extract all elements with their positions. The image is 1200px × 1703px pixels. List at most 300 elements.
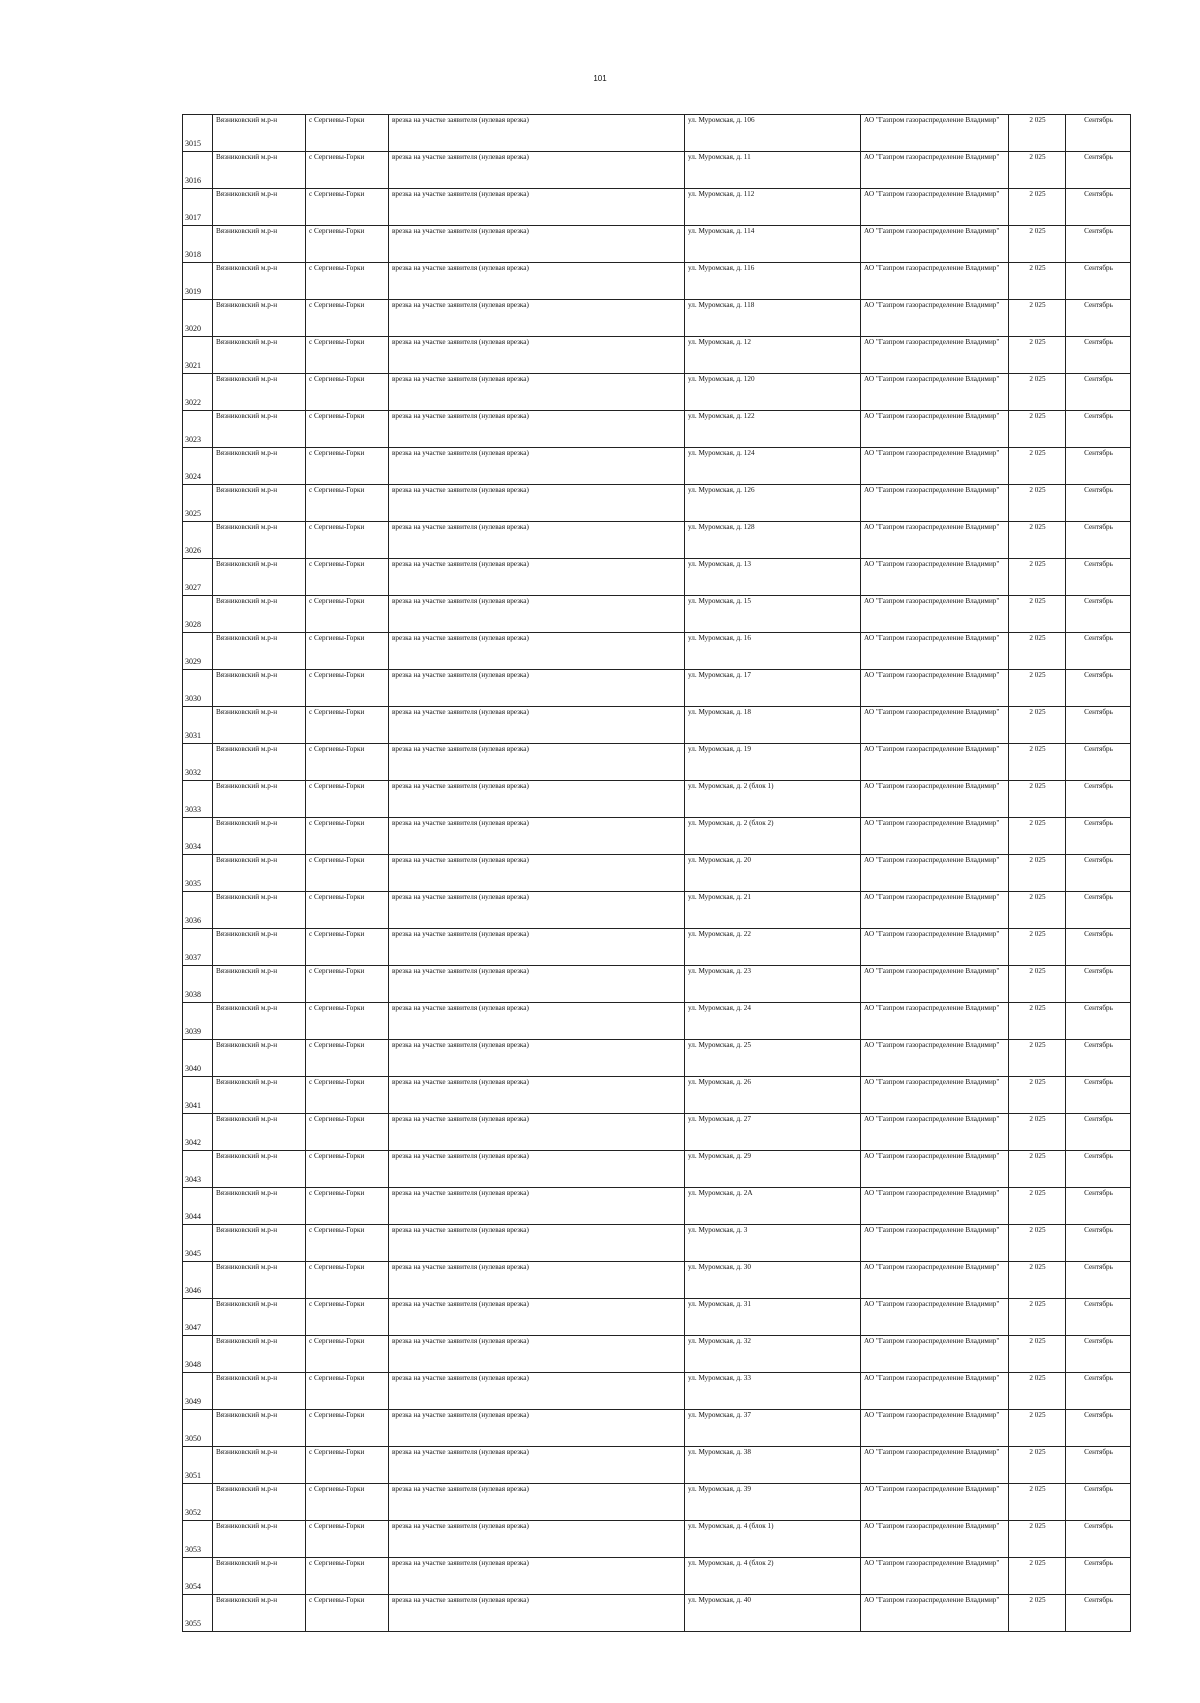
year-cell: 2 025 [1009, 1447, 1066, 1484]
settlement-cell: с Сергиевы-Горки [306, 1040, 389, 1077]
district-cell: Вязниковский м.р-н [213, 1262, 306, 1299]
address-cell: ул. Муромская, д. 4 (блок 2) [685, 1558, 861, 1595]
settlement-cell: с Сергиевы-Горки [306, 855, 389, 892]
settlement-cell: с Сергиевы-Горки [306, 448, 389, 485]
organization-cell: АО "Газпром газораспределение Владимир" [861, 1114, 1009, 1151]
address-cell: ул. Муромская, д. 2 (блок 1) [685, 781, 861, 818]
district-cell: Вязниковский м.р-н [213, 300, 306, 337]
settlement-cell: с Сергиевы-Горки [306, 1188, 389, 1225]
organization-cell: АО "Газпром газораспределение Владимир" [861, 300, 1009, 337]
settlement-cell: с Сергиевы-Горки [306, 263, 389, 300]
work-type-cell: врезка на участке заявителя (нулевая врезка) [389, 485, 685, 522]
table-row [183, 1336, 1131, 1373]
settlement-cell: с Сергиевы-Горки [306, 818, 389, 855]
address-cell: ул. Муромская, д. 118 [685, 300, 861, 337]
address-cell: ул. Муромская, д. 32 [685, 1336, 861, 1373]
year-cell: 2 025 [1009, 1003, 1066, 1040]
row-number: 3015 [183, 115, 213, 152]
address-cell: ул. Муромская, д. 112 [685, 189, 861, 226]
settlement-cell: с Сергиевы-Горки [306, 1484, 389, 1521]
gasification-schedule-table [182, 114, 1131, 1632]
district-cell: Вязниковский м.р-н [213, 929, 306, 966]
address-cell: ул. Муромская, д. 116 [685, 263, 861, 300]
row-number: 3042 [183, 1114, 213, 1151]
table-row [183, 1484, 1131, 1521]
year-cell: 2 025 [1009, 1410, 1066, 1447]
settlement-cell: с Сергиевы-Горки [306, 152, 389, 189]
address-cell: ул. Муромская, д. 124 [685, 448, 861, 485]
organization-cell: АО "Газпром газораспределение Владимир" [861, 448, 1009, 485]
month-cell: Сентябрь [1066, 263, 1131, 300]
year-cell: 2 025 [1009, 522, 1066, 559]
year-cell: 2 025 [1009, 485, 1066, 522]
district-cell: Вязниковский м.р-н [213, 892, 306, 929]
organization-cell: АО "Газпром газораспределение Владимир" [861, 1188, 1009, 1225]
organization-cell: АО "Газпром газораспределение Владимир" [861, 781, 1009, 818]
organization-cell: АО "Газпром газораспределение Владимир" [861, 374, 1009, 411]
month-cell: Сентябрь [1066, 226, 1131, 263]
district-cell: Вязниковский м.р-н [213, 226, 306, 263]
month-cell: Сентябрь [1066, 1595, 1131, 1632]
organization-cell: АО "Газпром газораспределение Владимир" [861, 1447, 1009, 1484]
table-row [183, 1114, 1131, 1151]
row-number: 3037 [183, 929, 213, 966]
row-number: 3019 [183, 263, 213, 300]
row-number: 3038 [183, 966, 213, 1003]
month-cell: Сентябрь [1066, 818, 1131, 855]
table-row [183, 559, 1131, 596]
work-type-cell: врезка на участке заявителя (нулевая врезка) [389, 744, 685, 781]
district-cell: Вязниковский м.р-н [213, 1336, 306, 1373]
year-cell: 2 025 [1009, 596, 1066, 633]
year-cell: 2 025 [1009, 781, 1066, 818]
work-type-cell: врезка на участке заявителя (нулевая врезка) [389, 1114, 685, 1151]
district-cell: Вязниковский м.р-н [213, 1410, 306, 1447]
address-cell: ул. Муромская, д. 15 [685, 596, 861, 633]
address-cell: ул. Муромская, д. 20 [685, 855, 861, 892]
table-row [183, 1077, 1131, 1114]
settlement-cell: с Сергиевы-Горки [306, 337, 389, 374]
district-cell: Вязниковский м.р-н [213, 1077, 306, 1114]
year-cell: 2 025 [1009, 1114, 1066, 1151]
table-row [183, 226, 1131, 263]
year-cell: 2 025 [1009, 1595, 1066, 1632]
month-cell: Сентябрь [1066, 670, 1131, 707]
year-cell: 2 025 [1009, 1225, 1066, 1262]
month-cell: Сентябрь [1066, 1114, 1131, 1151]
settlement-cell: с Сергиевы-Горки [306, 1373, 389, 1410]
organization-cell: АО "Газпром газораспределение Владимир" [861, 1151, 1009, 1188]
organization-cell: АО "Газпром газораспределение Владимир" [861, 1077, 1009, 1114]
year-cell: 2 025 [1009, 1336, 1066, 1373]
settlement-cell: с Сергиевы-Горки [306, 226, 389, 263]
month-cell: Сентябрь [1066, 115, 1131, 152]
table-row [183, 152, 1131, 189]
settlement-cell: с Сергиевы-Горки [306, 744, 389, 781]
address-cell: ул. Муромская, д. 12 [685, 337, 861, 374]
work-type-cell: врезка на участке заявителя (нулевая врезка) [389, 1040, 685, 1077]
row-number: 3055 [183, 1595, 213, 1632]
table-row [183, 485, 1131, 522]
work-type-cell: врезка на участке заявителя (нулевая врезка) [389, 670, 685, 707]
settlement-cell: с Сергиевы-Горки [306, 411, 389, 448]
organization-cell: АО "Газпром газораспределение Владимир" [861, 966, 1009, 1003]
settlement-cell: с Сергиевы-Горки [306, 300, 389, 337]
month-cell: Сентябрь [1066, 1262, 1131, 1299]
table-row [183, 892, 1131, 929]
work-type-cell: врезка на участке заявителя (нулевая врезка) [389, 1410, 685, 1447]
work-type-cell: врезка на участке заявителя (нулевая врезка) [389, 300, 685, 337]
row-number: 3045 [183, 1225, 213, 1262]
page-number: 101 [593, 74, 607, 83]
district-cell: Вязниковский м.р-н [213, 189, 306, 226]
organization-cell: АО "Газпром газораспределение Владимир" [861, 1003, 1009, 1040]
table-row [183, 855, 1131, 892]
address-cell: ул. Муромская, д. 26 [685, 1077, 861, 1114]
district-cell: Вязниковский м.р-н [213, 1299, 306, 1336]
work-type-cell: врезка на участке заявителя (нулевая врезка) [389, 1595, 685, 1632]
year-cell: 2 025 [1009, 1188, 1066, 1225]
work-type-cell: врезка на участке заявителя (нулевая врезка) [389, 152, 685, 189]
organization-cell: АО "Газпром газораспределение Владимир" [861, 818, 1009, 855]
year-cell: 2 025 [1009, 707, 1066, 744]
row-number: 3032 [183, 744, 213, 781]
table-row [183, 1558, 1131, 1595]
address-cell: ул. Муромская, д. 38 [685, 1447, 861, 1484]
district-cell: Вязниковский м.р-н [213, 670, 306, 707]
district-cell: Вязниковский м.р-н [213, 337, 306, 374]
table-row [183, 1595, 1131, 1632]
table-row [183, 781, 1131, 818]
row-number: 3035 [183, 855, 213, 892]
address-cell: ул. Муромская, д. 2 (блок 2) [685, 818, 861, 855]
row-number: 3017 [183, 189, 213, 226]
district-cell: Вязниковский м.р-н [213, 1484, 306, 1521]
organization-cell: АО "Газпром газораспределение Владимир" [861, 1040, 1009, 1077]
organization-cell: АО "Газпром газораспределение Владимир" [861, 115, 1009, 152]
month-cell: Сентябрь [1066, 1447, 1131, 1484]
year-cell: 2 025 [1009, 1521, 1066, 1558]
district-cell: Вязниковский м.р-н [213, 559, 306, 596]
table-row [183, 411, 1131, 448]
table-row [183, 596, 1131, 633]
address-cell: ул. Муромская, д. 27 [685, 1114, 861, 1151]
address-cell: ул. Муромская, д. 22 [685, 929, 861, 966]
row-number: 3029 [183, 633, 213, 670]
month-cell: Сентябрь [1066, 448, 1131, 485]
address-cell: ул. Муромская, д. 29 [685, 1151, 861, 1188]
settlement-cell: с Сергиевы-Горки [306, 781, 389, 818]
settlement-cell: с Сергиевы-Горки [306, 892, 389, 929]
row-number: 3034 [183, 818, 213, 855]
settlement-cell: с Сергиевы-Горки [306, 596, 389, 633]
district-cell: Вязниковский м.р-н [213, 744, 306, 781]
table-row [183, 1040, 1131, 1077]
settlement-cell: с Сергиевы-Горки [306, 522, 389, 559]
year-cell: 2 025 [1009, 744, 1066, 781]
year-cell: 2 025 [1009, 115, 1066, 152]
organization-cell: АО "Газпром газораспределение Владимир" [861, 596, 1009, 633]
work-type-cell: врезка на участке заявителя (нулевая врезка) [389, 448, 685, 485]
address-cell: ул. Муромская, д. 114 [685, 226, 861, 263]
address-cell: ул. Муромская, д. 31 [685, 1299, 861, 1336]
settlement-cell: с Сергиевы-Горки [306, 1595, 389, 1632]
table-row [183, 670, 1131, 707]
organization-cell: АО "Газпром газораспределение Владимир" [861, 892, 1009, 929]
address-cell: ул. Муромская, д. 30 [685, 1262, 861, 1299]
district-cell: Вязниковский м.р-н [213, 374, 306, 411]
work-type-cell: врезка на участке заявителя (нулевая врезка) [389, 1225, 685, 1262]
organization-cell: АО "Газпром газораспределение Владимир" [861, 1558, 1009, 1595]
organization-cell: АО "Газпром газораспределение Владимир" [861, 411, 1009, 448]
table-row [183, 707, 1131, 744]
row-number: 3021 [183, 337, 213, 374]
year-cell: 2 025 [1009, 1558, 1066, 1595]
year-cell: 2 025 [1009, 966, 1066, 1003]
row-number: 3043 [183, 1151, 213, 1188]
organization-cell: АО "Газпром газораспределение Владимир" [861, 1225, 1009, 1262]
organization-cell: АО "Газпром газораспределение Владимир" [861, 670, 1009, 707]
address-cell: ул. Муромская, д. 25 [685, 1040, 861, 1077]
year-cell: 2 025 [1009, 448, 1066, 485]
settlement-cell: с Сергиевы-Горки [306, 966, 389, 1003]
work-type-cell: врезка на участке заявителя (нулевая врезка) [389, 1336, 685, 1373]
settlement-cell: с Сергиевы-Горки [306, 1447, 389, 1484]
work-type-cell: врезка на участке заявителя (нулевая врезка) [389, 1262, 685, 1299]
row-number: 3023 [183, 411, 213, 448]
month-cell: Сентябрь [1066, 1336, 1131, 1373]
table-row [183, 1262, 1131, 1299]
district-cell: Вязниковский м.р-н [213, 1595, 306, 1632]
year-cell: 2 025 [1009, 855, 1066, 892]
month-cell: Сентябрь [1066, 929, 1131, 966]
address-cell: ул. Муромская, д. 17 [685, 670, 861, 707]
row-number: 3016 [183, 152, 213, 189]
year-cell: 2 025 [1009, 226, 1066, 263]
settlement-cell: с Сергиевы-Горки [306, 1077, 389, 1114]
district-cell: Вязниковский м.р-н [213, 1225, 306, 1262]
year-cell: 2 025 [1009, 633, 1066, 670]
address-cell: ул. Муромская, д. 18 [685, 707, 861, 744]
year-cell: 2 025 [1009, 929, 1066, 966]
organization-cell: АО "Газпром газораспределение Владимир" [861, 522, 1009, 559]
table-row [183, 448, 1131, 485]
year-cell: 2 025 [1009, 670, 1066, 707]
table-row [183, 1521, 1131, 1558]
address-cell: ул. Муромская, д. 23 [685, 966, 861, 1003]
row-number: 3048 [183, 1336, 213, 1373]
table-row [183, 929, 1131, 966]
table-row [183, 1410, 1131, 1447]
month-cell: Сентябрь [1066, 189, 1131, 226]
settlement-cell: с Сергиевы-Горки [306, 1336, 389, 1373]
work-type-cell: врезка на участке заявителя (нулевая врезка) [389, 1558, 685, 1595]
settlement-cell: с Сергиевы-Горки [306, 1299, 389, 1336]
organization-cell: АО "Газпром газораспределение Владимир" [861, 152, 1009, 189]
month-cell: Сентябрь [1066, 966, 1131, 1003]
district-cell: Вязниковский м.р-н [213, 1188, 306, 1225]
work-type-cell: врезка на участке заявителя (нулевая врезка) [389, 707, 685, 744]
row-number: 3022 [183, 374, 213, 411]
month-cell: Сентябрь [1066, 1558, 1131, 1595]
work-type-cell: врезка на участке заявителя (нулевая врезка) [389, 226, 685, 263]
work-type-cell: врезка на участке заявителя (нулевая врезка) [389, 559, 685, 596]
row-number: 3033 [183, 781, 213, 818]
month-cell: Сентябрь [1066, 1299, 1131, 1336]
address-cell: ул. Муромская, д. 13 [685, 559, 861, 596]
month-cell: Сентябрь [1066, 559, 1131, 596]
district-cell: Вязниковский м.р-н [213, 1447, 306, 1484]
work-type-cell: врезка на участке заявителя (нулевая врезка) [389, 781, 685, 818]
month-cell: Сентябрь [1066, 892, 1131, 929]
settlement-cell: с Сергиевы-Горки [306, 1151, 389, 1188]
organization-cell: АО "Газпром газораспределение Владимир" [861, 559, 1009, 596]
month-cell: Сентябрь [1066, 485, 1131, 522]
settlement-cell: с Сергиевы-Горки [306, 633, 389, 670]
district-cell: Вязниковский м.р-н [213, 855, 306, 892]
settlement-cell: с Сергиевы-Горки [306, 115, 389, 152]
month-cell: Сентябрь [1066, 855, 1131, 892]
month-cell: Сентябрь [1066, 744, 1131, 781]
year-cell: 2 025 [1009, 559, 1066, 596]
settlement-cell: с Сергиевы-Горки [306, 1262, 389, 1299]
row-number: 3049 [183, 1373, 213, 1410]
address-cell: ул. Муромская, д. 24 [685, 1003, 861, 1040]
table-row [183, 337, 1131, 374]
address-cell: ул. Муромская, д. 2А [685, 1188, 861, 1225]
table-row [183, 1003, 1131, 1040]
row-number: 3030 [183, 670, 213, 707]
row-number: 3039 [183, 1003, 213, 1040]
settlement-cell: с Сергиевы-Горки [306, 1225, 389, 1262]
year-cell: 2 025 [1009, 152, 1066, 189]
month-cell: Сентябрь [1066, 337, 1131, 374]
address-cell: ул. Муромская, д. 122 [685, 411, 861, 448]
table-row [183, 744, 1131, 781]
settlement-cell: с Сергиевы-Горки [306, 485, 389, 522]
district-cell: Вязниковский м.р-н [213, 781, 306, 818]
year-cell: 2 025 [1009, 1262, 1066, 1299]
row-number: 3054 [183, 1558, 213, 1595]
organization-cell: АО "Газпром газораспределение Владимир" [861, 1484, 1009, 1521]
address-cell: ул. Муромская, д. 40 [685, 1595, 861, 1632]
month-cell: Сентябрь [1066, 1040, 1131, 1077]
year-cell: 2 025 [1009, 1299, 1066, 1336]
year-cell: 2 025 [1009, 818, 1066, 855]
work-type-cell: врезка на участке заявителя (нулевая врезка) [389, 892, 685, 929]
work-type-cell: врезка на участке заявителя (нулевая врезка) [389, 1447, 685, 1484]
work-type-cell: врезка на участке заявителя (нулевая врезка) [389, 1484, 685, 1521]
row-number: 3046 [183, 1262, 213, 1299]
settlement-cell: с Сергиевы-Горки [306, 1558, 389, 1595]
settlement-cell: с Сергиевы-Горки [306, 1114, 389, 1151]
address-cell: ул. Муромская, д. 19 [685, 744, 861, 781]
address-cell: ул. Муромская, д. 11 [685, 152, 861, 189]
month-cell: Сентябрь [1066, 1077, 1131, 1114]
table-row [183, 1447, 1131, 1484]
work-type-cell: врезка на участке заявителя (нулевая врезка) [389, 411, 685, 448]
year-cell: 2 025 [1009, 892, 1066, 929]
month-cell: Сентябрь [1066, 152, 1131, 189]
work-type-cell: врезка на участке заявителя (нулевая врезка) [389, 1521, 685, 1558]
row-number: 3025 [183, 485, 213, 522]
district-cell: Вязниковский м.р-н [213, 152, 306, 189]
address-cell: ул. Муромская, д. 106 [685, 115, 861, 152]
settlement-cell: с Сергиевы-Горки [306, 707, 389, 744]
month-cell: Сентябрь [1066, 1373, 1131, 1410]
month-cell: Сентябрь [1066, 707, 1131, 744]
organization-cell: АО "Газпром газораспределение Владимир" [861, 633, 1009, 670]
table-row [183, 966, 1131, 1003]
work-type-cell: врезка на участке заявителя (нулевая врезка) [389, 189, 685, 226]
district-cell: Вязниковский м.р-н [213, 485, 306, 522]
month-cell: Сентябрь [1066, 1410, 1131, 1447]
district-cell: Вязниковский м.р-н [213, 1040, 306, 1077]
year-cell: 2 025 [1009, 411, 1066, 448]
work-type-cell: врезка на участке заявителя (нулевая врезка) [389, 522, 685, 559]
work-type-cell: врезка на участке заявителя (нулевая врезка) [389, 929, 685, 966]
address-cell: ул. Муромская, д. 4 (блок 1) [685, 1521, 861, 1558]
settlement-cell: с Сергиевы-Горки [306, 670, 389, 707]
work-type-cell: врезка на участке заявителя (нулевая врезка) [389, 337, 685, 374]
organization-cell: АО "Газпром газораспределение Владимир" [861, 1373, 1009, 1410]
row-number: 3036 [183, 892, 213, 929]
table-row [183, 115, 1131, 152]
district-cell: Вязниковский м.р-н [213, 448, 306, 485]
table-row [183, 1373, 1131, 1410]
month-cell: Сентябрь [1066, 1225, 1131, 1262]
row-number: 3020 [183, 300, 213, 337]
settlement-cell: с Сергиевы-Горки [306, 1410, 389, 1447]
district-cell: Вязниковский м.р-н [213, 1558, 306, 1595]
month-cell: Сентябрь [1066, 300, 1131, 337]
table-row [183, 1151, 1131, 1188]
address-cell: ул. Муромская, д. 3 [685, 1225, 861, 1262]
row-number: 3053 [183, 1521, 213, 1558]
year-cell: 2 025 [1009, 1077, 1066, 1114]
work-type-cell: врезка на участке заявителя (нулевая врезка) [389, 855, 685, 892]
table-row [183, 263, 1131, 300]
district-cell: Вязниковский м.р-н [213, 818, 306, 855]
month-cell: Сентябрь [1066, 1484, 1131, 1521]
table-row [183, 1188, 1131, 1225]
table-row [183, 374, 1131, 411]
year-cell: 2 025 [1009, 189, 1066, 226]
month-cell: Сентябрь [1066, 633, 1131, 670]
organization-cell: АО "Газпром газораспределение Владимир" [861, 855, 1009, 892]
row-number: 3018 [183, 226, 213, 263]
address-cell: ул. Муромская, д. 21 [685, 892, 861, 929]
settlement-cell: с Сергиевы-Горки [306, 1521, 389, 1558]
row-number: 3026 [183, 522, 213, 559]
year-cell: 2 025 [1009, 374, 1066, 411]
district-cell: Вязниковский м.р-н [213, 1151, 306, 1188]
month-cell: Сентябрь [1066, 411, 1131, 448]
district-cell: Вязниковский м.р-н [213, 966, 306, 1003]
row-number: 3051 [183, 1447, 213, 1484]
settlement-cell: с Сергиевы-Горки [306, 374, 389, 411]
month-cell: Сентябрь [1066, 1521, 1131, 1558]
month-cell: Сентябрь [1066, 596, 1131, 633]
organization-cell: АО "Газпром газораспределение Владимир" [861, 1299, 1009, 1336]
month-cell: Сентябрь [1066, 781, 1131, 818]
organization-cell: АО "Газпром газораспределение Владимир" [861, 929, 1009, 966]
table-row [183, 1225, 1131, 1262]
address-cell: ул. Муромская, д. 39 [685, 1484, 861, 1521]
month-cell: Сентябрь [1066, 1151, 1131, 1188]
organization-cell: АО "Газпром газораспределение Владимир" [861, 337, 1009, 374]
month-cell: Сентябрь [1066, 1003, 1131, 1040]
